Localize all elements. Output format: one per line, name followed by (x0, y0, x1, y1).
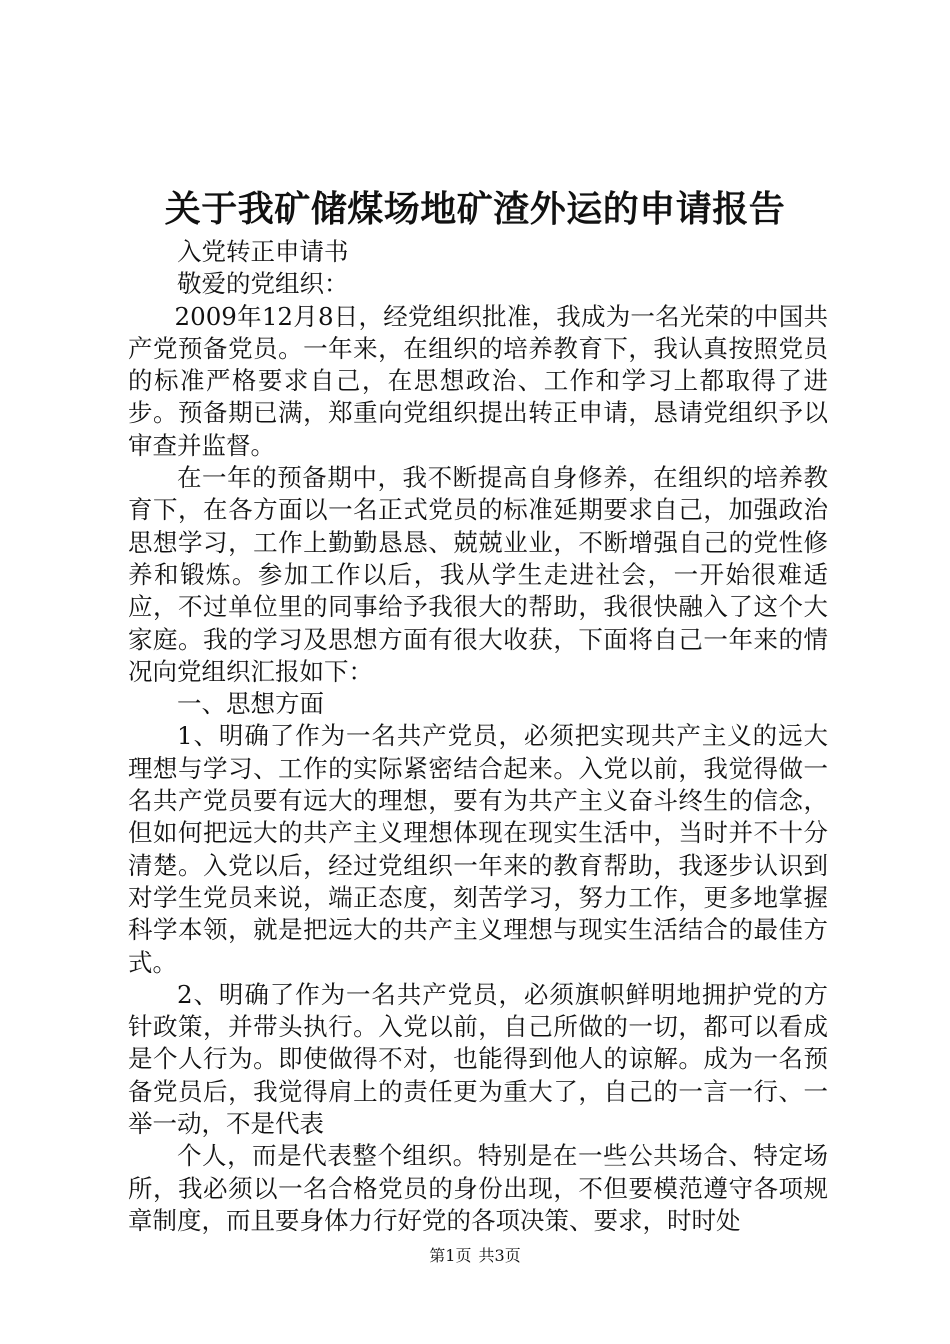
paragraph-heading-application: 入党转正申请书 (177, 237, 349, 266)
paragraph-4: 2、明确了作为一名共产党员，必须旗帜鲜明地拥护党的方针政策，并带头执行。入党以前，自己所做的一切，都可以看成是个人行为。即使做得不对，也能得到他人的谅解。成为一名预备党员后，我觉得肩上的责任更为重大了，自己的一言一行、一举一动，不是代表 (128, 979, 828, 1139)
paragraph-5: 个人，而是代表整个组织。特别是在一些公共场合、特定场所，我必须以一名合格党员的身份出现，不但要模范遵守各项规章制度，而且要身体力行好党的各项决策、要求，时时处 (128, 1141, 828, 1235)
document-title: 关于我矿储煤场地矿渣外运的申请报告 (164, 188, 786, 230)
page-footer (0, 1244, 950, 1268)
paragraph-salutation: 敬爱的党组织： (177, 269, 349, 299)
page-number: 第1页 (429, 1246, 472, 1265)
document-body (128, 236, 828, 1237)
paragraph-3: 1、明确了作为一名共产党员，必须把实现共产主义的远大理想与学习、工作的实际紧密结合起来。入党以前，我觉得做一名共产党员要有远大的理想，要有为共产主义奋斗终生的信念，但如何把远大的共产主义理想体现在现实生活中，当时并不十分清楚。入党以后，经过党组织一年来的教育帮助，我逐步认识到对学生党员来说，端正态度，刻苦学习，努力工作，更多地掌握科学本领，就是把远大的共产主义理想与现实生活结合的最佳方式。 (128, 721, 828, 977)
page-total: 共3页 (478, 1246, 521, 1265)
paragraph-1: 2009年12月8日，经党组织批准，我成为一名光荣的中国共产党预备党员。一年来，在组织的培养教育下，我认真按照党员的标准严格要求自己，在思想政治、工作和学习上都取得了进步。预备期已满，郑重向党组织提出转正申请，恳请党组织予以审查并监督。 (128, 301, 828, 460)
section-heading-thought: 一、思想方面 (177, 689, 324, 719)
paragraph-2: 在一年的预备期中，我不断提高自身修养，在组织的培养教育下，在各方面以一名正式党员的标准延期要求自己，加强政治思想学习，工作上勤勤恳恳、兢兢业业，不断增强自己的党性修养和锻炼。参加工作以后，我从学生走进社会，一开始很难适应，不过单位里的同事给予我很大的帮助，我很快融入了这个大家庭。我的学习及思想方面有很大收获，下面将自己一年来的情况向党组织汇报如下： (128, 463, 828, 686)
